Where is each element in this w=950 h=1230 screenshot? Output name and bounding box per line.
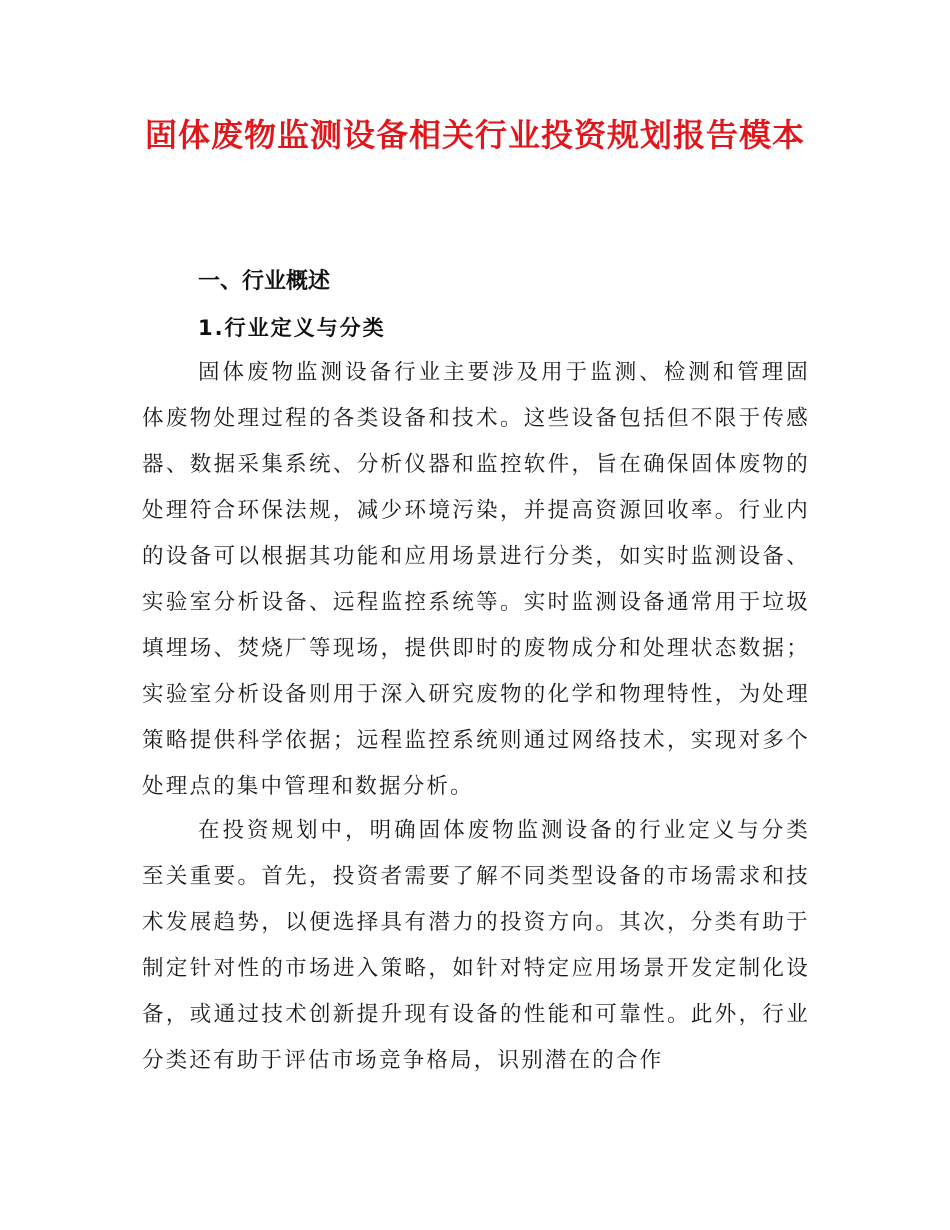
section-heading: 一、行业概述	[198, 269, 331, 294]
body-paragraph-2: 在投资规划中，明确固体废物监测设备的行业定义与分类至关重要。首先，投资者需要了解不同类型设备的市场需求和技术发展趋势，以便选择具有潜力的投资方向。其次，分类有助于制定针对性的市场进入策略，如针对特定应用场景开发定制化设备，或通过技术创新提升现有设备的性能和可靠性。此外，行业分类还有助于评估市场竞争格局，识别潜在的合作	[142, 818, 810, 1073]
document-title: 固体废物监测设备相关行业投资规划报告模本	[144, 116, 805, 154]
subsection-heading: 1.行业定义与分类	[198, 316, 386, 340]
body-paragraph-1: 固体废物监测设备行业主要涉及用于监测、检测和管理固体废物处理过程的各类设备和技术。这些设备包括但不限于传感器、数据采集系统、分析仪器和监控软件，旨在确保固体废物的处理符合环保法规，减少环境污染，并提高资源回收率。行业内的设备可以根据其功能和应用场景进行分类，如实时监测设备、实验室分析设备、远程监控系统等。实时监测设备通常用于垃圾填埋场、焚烧厂等现场，提供即时的废物成分和处理状态数据；实验室分析设备则用于深入研究废物的化学和物理特性，为处理策略提供科学依据；远程监控系统则通过网络技术，实现对多个处理点的集中管理和数据分析。	[142, 360, 810, 799]
